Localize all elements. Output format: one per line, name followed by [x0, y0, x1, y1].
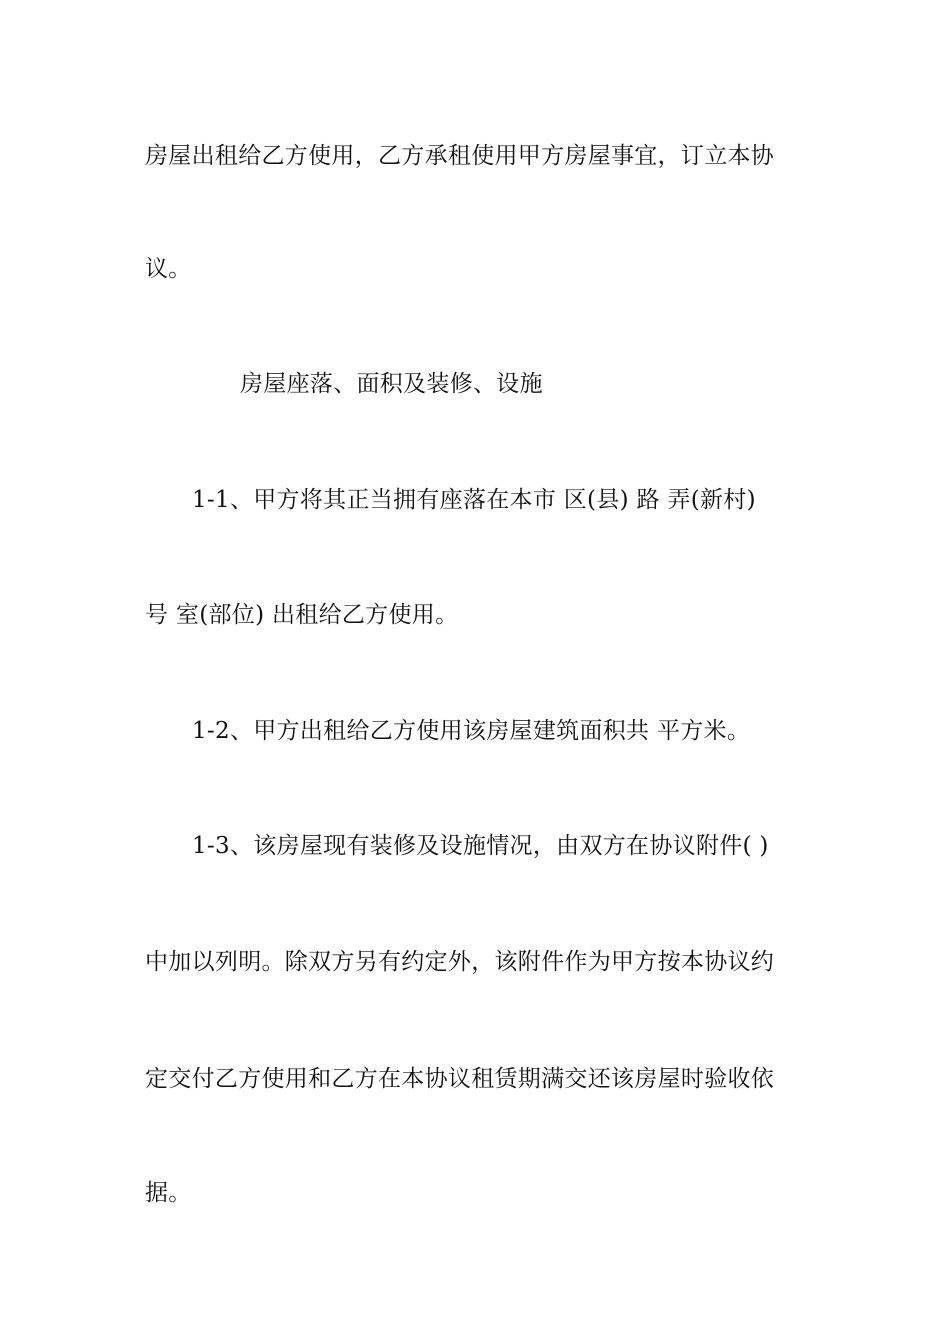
clause-1-2: 1-2、甲方出租给乙方使用该房屋建筑面积共 平方米。	[192, 718, 751, 744]
paragraph-line-2: 议。	[145, 256, 192, 282]
clause-1-3-line-2: 中加以列明。除双方另有约定外，该附件作为甲方按本协议约	[145, 949, 775, 975]
paragraph-line-1: 房屋出租给乙方使用，乙方承租使用甲方房屋事宜，订立本协	[145, 143, 775, 169]
section-heading: 房屋座落、面积及装修、设施	[240, 371, 543, 397]
clause-1-3-line-1: 1-3、该房屋现有装修及设施情况，由双方在协议附件( )	[192, 833, 769, 859]
clause-1-1-line-1: 1-1、甲方将其正当拥有座落在本市 区(县) 路 弄(新村)	[192, 487, 756, 513]
clause-1-3-line-3: 定交付乙方使用和乙方在本协议租赁期满交还该房屋时验收依	[145, 1066, 775, 1092]
clause-1-3-line-4: 据。	[145, 1180, 192, 1206]
clause-1-1-line-2: 号 室(部位) 出租给乙方使用。	[145, 602, 459, 628]
